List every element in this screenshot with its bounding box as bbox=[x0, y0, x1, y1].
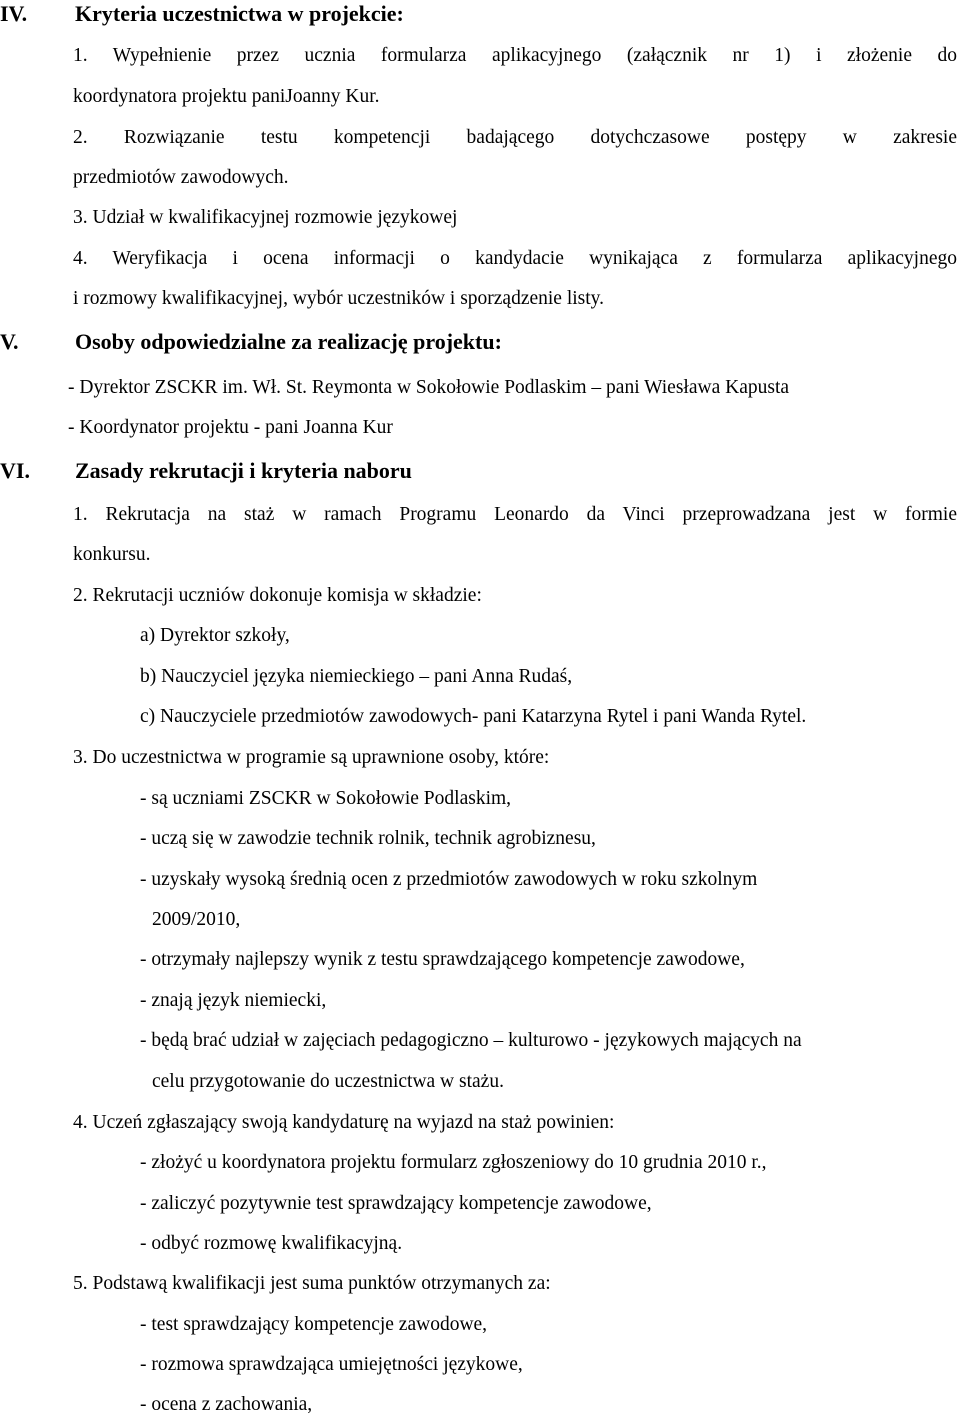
eligibility-item-6-cont: celu przygotowanie do uczestnictwa w stażu. bbox=[152, 1071, 504, 1092]
criteria-item-1-line-2: koordynatora projektu paniJoanny Kur. bbox=[73, 86, 380, 107]
responsible-person-1: - Dyrektor ZSCKR im. Wł. St. Reymonta w Sokołowie Podlaskim – pani Wiesława Kapusta bbox=[68, 377, 790, 398]
section-iv-number: IV. bbox=[0, 1, 28, 26]
section-v-heading: Osoby odpowiedzialne za realizację projektu: bbox=[75, 329, 502, 354]
criteria-item-3: 3. Udział w kwalifikacyjnej rozmowie językowej bbox=[73, 207, 458, 228]
eligibility-item-2: - uczą się w zawodzie technik rolnik, technik agrobiznesu, bbox=[140, 828, 596, 849]
criteria-item-2-line-1: 2. Rozwiązanie testu kompetencji badającego dotychczasowe postępy w zakresie bbox=[73, 127, 957, 148]
rule-5: 5. Podstawą kwalifikacji jest suma punktów otrzymanych za: bbox=[73, 1273, 551, 1294]
committee-item-b: b) Nauczyciel języka niemieckiego – pani Anna Rudaś, bbox=[140, 666, 573, 687]
criteria-item-4-line-1: 4. Weryfikacja i ocena informacji o kandydacie wynikająca z formularza aplikacyjnego bbox=[73, 248, 957, 269]
requirement-item-1: - złożyć u koordynatora projektu formularz zgłoszeniowy do 10 grudnia 2010 r., bbox=[140, 1152, 767, 1173]
eligibility-item-5: - znają język niemiecki, bbox=[140, 990, 327, 1011]
requirement-item-2: - zaliczyć pozytywnie test sprawdzający kompetencje zawodowe, bbox=[140, 1193, 652, 1214]
rule-2: 2. Rekrutacji uczniów dokonuje komisja w składzie: bbox=[73, 585, 482, 606]
committee-item-c: c) Nauczyciele przedmiotów zawodowych- pani Katarzyna Rytel i pani Wanda Rytel. bbox=[140, 706, 807, 727]
section-iv-heading: Kryteria uczestnictwa w projekcie: bbox=[75, 1, 404, 26]
scoring-item-1: - test sprawdzający kompetencje zawodowe, bbox=[140, 1314, 488, 1335]
eligibility-item-4: - otrzymały najlepszy wynik z testu sprawdzającego kompetencje zawodowe, bbox=[140, 949, 745, 970]
rule-4: 4. Uczeń zgłaszający swoją kandydaturę na wyjazd na staż powinien: bbox=[73, 1112, 615, 1133]
committee-item-a: a) Dyrektor szkoły, bbox=[140, 625, 290, 646]
eligibility-item-6: - będą brać udział w zajęciach pedagogiczno – kulturowo - językowych mających na bbox=[140, 1030, 802, 1051]
scoring-item-3: - ocena z zachowania, bbox=[140, 1394, 313, 1415]
section-vi-heading: Zasady rekrutacji i kryteria naboru bbox=[75, 458, 412, 483]
section-vi-number: VI. bbox=[0, 458, 30, 483]
criteria-item-2-line-2: przedmiotów zawodowych. bbox=[73, 167, 289, 188]
rule-1-line-2: konkursu. bbox=[73, 544, 151, 565]
rule-3: 3. Do uczestnictwa w programie są uprawnione osoby, które: bbox=[73, 747, 550, 768]
responsible-person-2: - Koordynator projektu - pani Joanna Kur bbox=[68, 417, 393, 438]
criteria-item-4-line-2: i rozmowy kwalifikacyjnej, wybór uczestników i sporządzenie listy. bbox=[73, 288, 605, 309]
scoring-item-2: - rozmowa sprawdzająca umiejętności językowe, bbox=[140, 1354, 523, 1375]
eligibility-item-3-cont: 2009/2010, bbox=[152, 909, 241, 930]
eligibility-item-1: - są uczniami ZSCKR w Sokołowie Podlaskim, bbox=[140, 788, 512, 809]
criteria-item-1-line-1: 1. Wypełnienie przez ucznia formularza aplikacyjnego (załącznik nr 1) i złożenie do bbox=[73, 45, 957, 66]
section-v-number: V. bbox=[0, 329, 19, 354]
requirement-item-3: - odbyć rozmowę kwalifikacyjną. bbox=[140, 1233, 403, 1254]
eligibility-item-3: - uzyskały wysoką średnią ocen z przedmiotów zawodowych w roku szkolnym bbox=[140, 869, 758, 890]
rule-1-line-1: 1. Rekrutacja na staż w ramach Programu Leonardo da Vinci przeprowadzana jest w formie bbox=[73, 504, 957, 525]
